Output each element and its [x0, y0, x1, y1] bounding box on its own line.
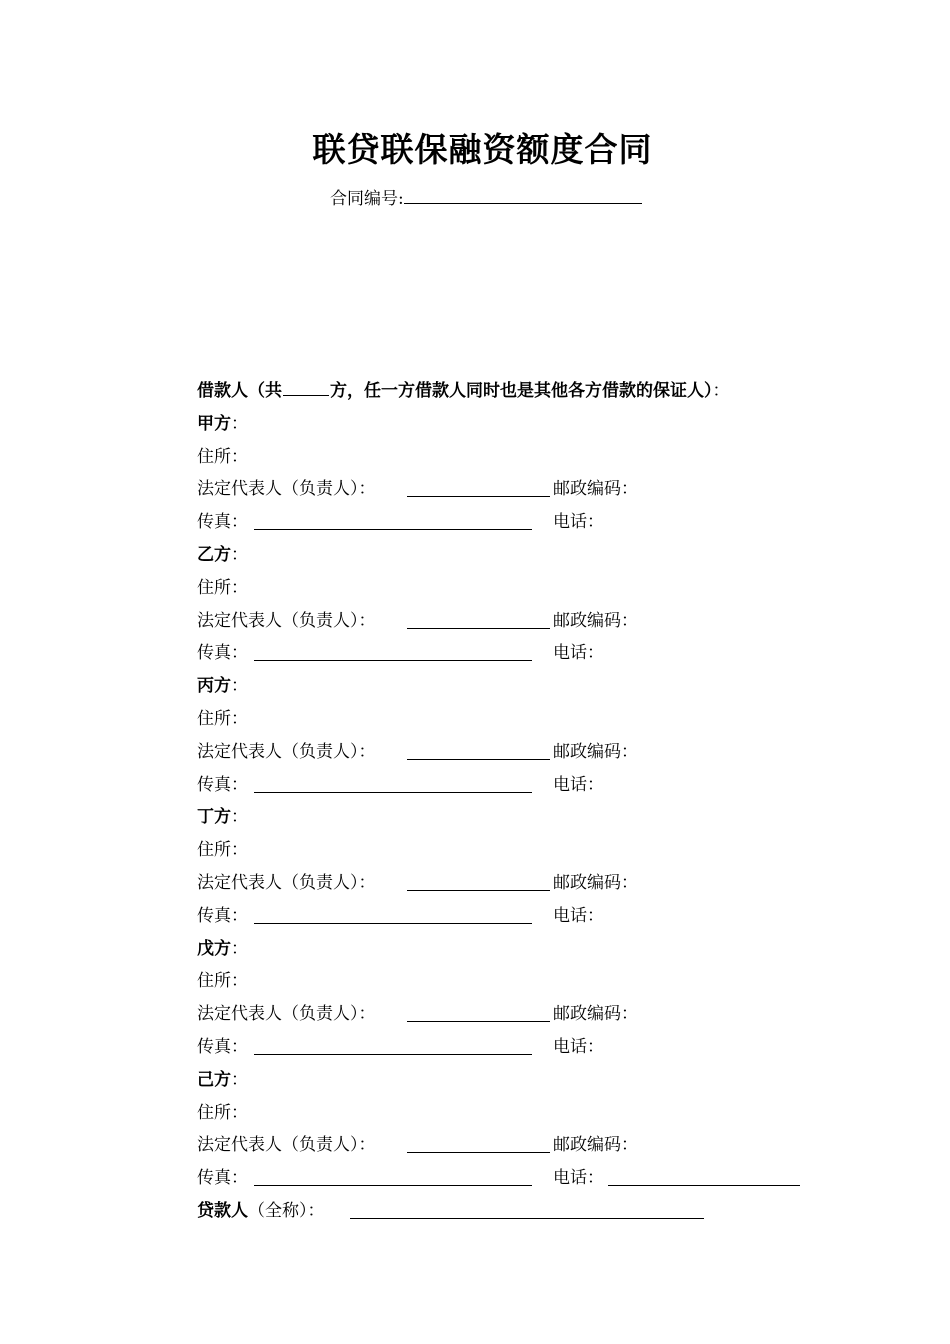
rep-blank[interactable] [407, 496, 550, 497]
rep-label: 法定代表人（负责人）： [197, 1135, 376, 1156]
party-name: 戊方 [197, 938, 231, 959]
rep-blank[interactable] [407, 628, 550, 629]
party-header [197, 408, 817, 441]
fax-label: 传真： [197, 512, 248, 533]
postal-label: 邮政编码： [553, 741, 638, 762]
party-contact-row [197, 900, 817, 933]
rep-label: 法定代表人（负责人）： [197, 479, 376, 500]
party-contact-row [197, 769, 817, 802]
party-header [197, 670, 817, 703]
party-name: 己方 [197, 1069, 231, 1090]
fax-label: 传真： [197, 643, 248, 664]
phone-label: 电话： [553, 1168, 604, 1189]
address-label: 住所： [197, 708, 248, 729]
phone-label: 电话： [553, 774, 604, 795]
fax-blank[interactable] [254, 923, 532, 924]
party-header [197, 539, 817, 572]
borrowers-section [197, 375, 817, 1228]
party-contact-row [197, 637, 817, 670]
party-address-row [197, 1097, 817, 1130]
document-title: 联贷联保融资额度合同 [312, 130, 653, 169]
rep-label: 法定代表人（负责人）： [197, 872, 376, 893]
rep-blank[interactable] [407, 1152, 550, 1153]
party-header [197, 1064, 817, 1097]
lender-row [197, 1195, 817, 1228]
fax-label: 传真： [197, 905, 248, 926]
rep-blank[interactable] [407, 890, 550, 891]
postal-label: 邮政编码： [553, 1135, 638, 1156]
phone-label: 电话： [553, 643, 604, 664]
party-address-row [197, 834, 817, 867]
party-rep-row [197, 1129, 817, 1162]
party-rep-row [197, 998, 817, 1031]
party-address-row [197, 703, 817, 736]
lender-label: 贷款人 [197, 1200, 248, 1221]
party-address-row [197, 572, 817, 605]
party-contact-row [197, 506, 817, 539]
contract-number-blank[interactable] [404, 185, 642, 204]
borrowers-intro-prefix: 借款人（共 [197, 381, 282, 401]
fax-label: 传真： [197, 1168, 248, 1189]
party-header [197, 801, 817, 834]
rep-blank[interactable] [407, 759, 550, 760]
party-contact-row [197, 1162, 817, 1195]
party-rep-row [197, 736, 817, 769]
lender-name-blank[interactable] [350, 1218, 704, 1219]
lender-fullname-label: （全称）： [248, 1200, 325, 1221]
fax-label: 传真： [197, 774, 248, 795]
borrowers-intro-suffix: 方，任一方借款人同时也是其他各方借款的保证人） [330, 381, 713, 401]
party-rep-row [197, 605, 817, 638]
party-header [197, 933, 817, 966]
contract-number-row [330, 184, 642, 209]
fax-label: 传真： [197, 1036, 248, 1057]
postal-label: 邮政编码： [553, 1004, 638, 1025]
phone-label: 电话： [553, 512, 604, 533]
borrowers-intro-colon: ： [712, 381, 730, 401]
party-contact-row [197, 1031, 817, 1064]
postal-label: 邮政编码： [553, 610, 638, 631]
party-name: 丙方 [197, 676, 231, 697]
party-name: 甲方 [197, 413, 231, 434]
phone-blank[interactable] [608, 1185, 800, 1186]
address-label: 住所： [197, 971, 248, 992]
party-name-colon: ： [231, 1069, 248, 1090]
postal-label: 邮政编码： [553, 479, 638, 500]
party-name-colon: ： [231, 413, 248, 434]
address-label: 住所： [197, 577, 248, 598]
address-label: 住所： [197, 1102, 248, 1123]
fax-blank[interactable] [254, 660, 532, 661]
contract-number-label: 合同编号: [330, 189, 404, 209]
party-name-colon: ： [231, 676, 248, 697]
party-name-colon: ： [231, 938, 248, 959]
party-name-colon: ： [231, 807, 248, 828]
party-rep-row [197, 473, 817, 506]
fax-blank[interactable] [254, 1185, 532, 1186]
address-label: 住所： [197, 446, 248, 467]
party-name: 丁方 [197, 807, 231, 828]
fax-blank[interactable] [254, 529, 532, 530]
party-address-row [197, 441, 817, 474]
borrowers-count-blank[interactable] [283, 375, 329, 396]
rep-label: 法定代表人（负责人）： [197, 741, 376, 762]
phone-label: 电话： [553, 905, 604, 926]
borrowers-intro [197, 375, 817, 408]
address-label: 住所： [197, 840, 248, 861]
fax-blank[interactable] [254, 1054, 532, 1055]
party-name: 乙方 [197, 544, 231, 565]
rep-blank[interactable] [407, 1021, 550, 1022]
party-name-colon: ： [231, 544, 248, 565]
phone-label: 电话： [553, 1036, 604, 1057]
party-address-row [197, 965, 817, 998]
rep-label: 法定代表人（负责人）： [197, 610, 376, 631]
party-rep-row [197, 867, 817, 900]
postal-label: 邮政编码： [553, 872, 638, 893]
rep-label: 法定代表人（负责人）： [197, 1004, 376, 1025]
fax-blank[interactable] [254, 792, 532, 793]
